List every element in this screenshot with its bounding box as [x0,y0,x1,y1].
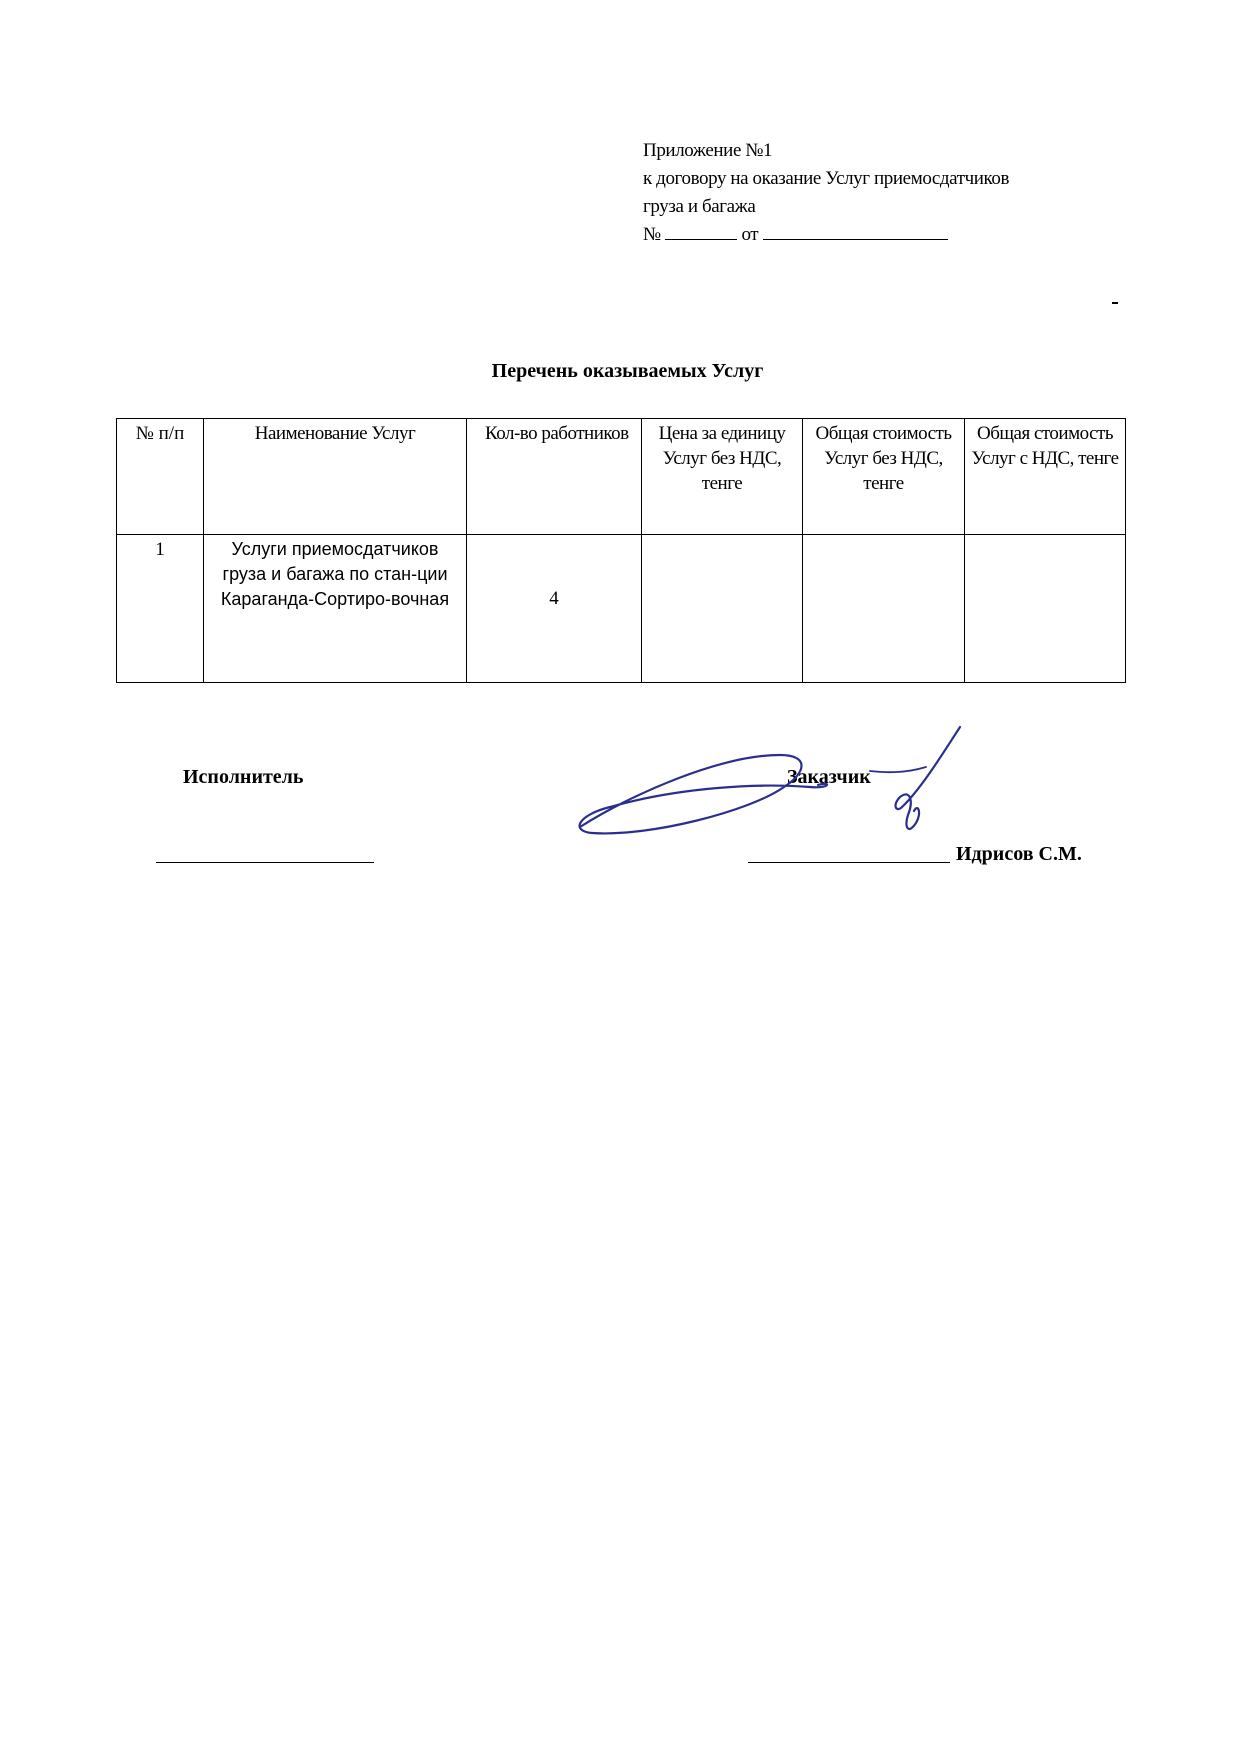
table-header-row [117,419,1126,535]
executor-label: Исполнитель [183,766,304,788]
page-title: Перечень оказываемых Услуг [491,360,764,382]
date-prefix: от [741,224,759,245]
cell-total-no-vat [803,535,965,683]
number-sign: № [643,224,661,245]
customer-signature-line [748,862,950,863]
customer-name: Идрисов С.М. [956,843,1082,865]
executor-signature-line [156,862,374,863]
contract-number-blank [665,221,737,240]
appendix-contract-line: к договору на оказание Услуг приемосдатчиков [643,168,1010,189]
appendix-header [643,137,1009,249]
customer-label: Заказчик [787,766,871,788]
cell-number: 1 [117,535,204,683]
header-workers: Кол-во работников [467,419,642,535]
customer-signature [570,715,970,855]
appendix-contract-line-2: груза и багажа [643,196,756,217]
cell-workers [467,535,642,683]
cell-service-name: Услуги приемосдатчиков груза и багажа по стан-ции Караганда-Сортиро-вочная [204,535,467,683]
scan-mark [1112,302,1118,304]
workers-value: 4 [549,588,559,609]
services-table [116,418,1126,683]
contract-date-blank [763,221,948,240]
table-row [117,535,1126,683]
cell-total-with-vat [965,535,1126,683]
appendix-title: Приложение №1 [643,140,773,161]
header-total-with-vat: Общая стоимость Услуг с НДС, тенге [965,419,1126,535]
appendix-number-date [643,221,1009,249]
header-total-no-vat: Общая стоимость Услуг без НДС, тенге [803,419,965,535]
cell-unit-price [642,535,803,683]
header-service-name: Наименование Услуг [204,419,467,535]
header-unit-price: Цена за единицу Услуг без НДС, тенге [642,419,803,535]
header-number: № п/п [117,419,204,535]
